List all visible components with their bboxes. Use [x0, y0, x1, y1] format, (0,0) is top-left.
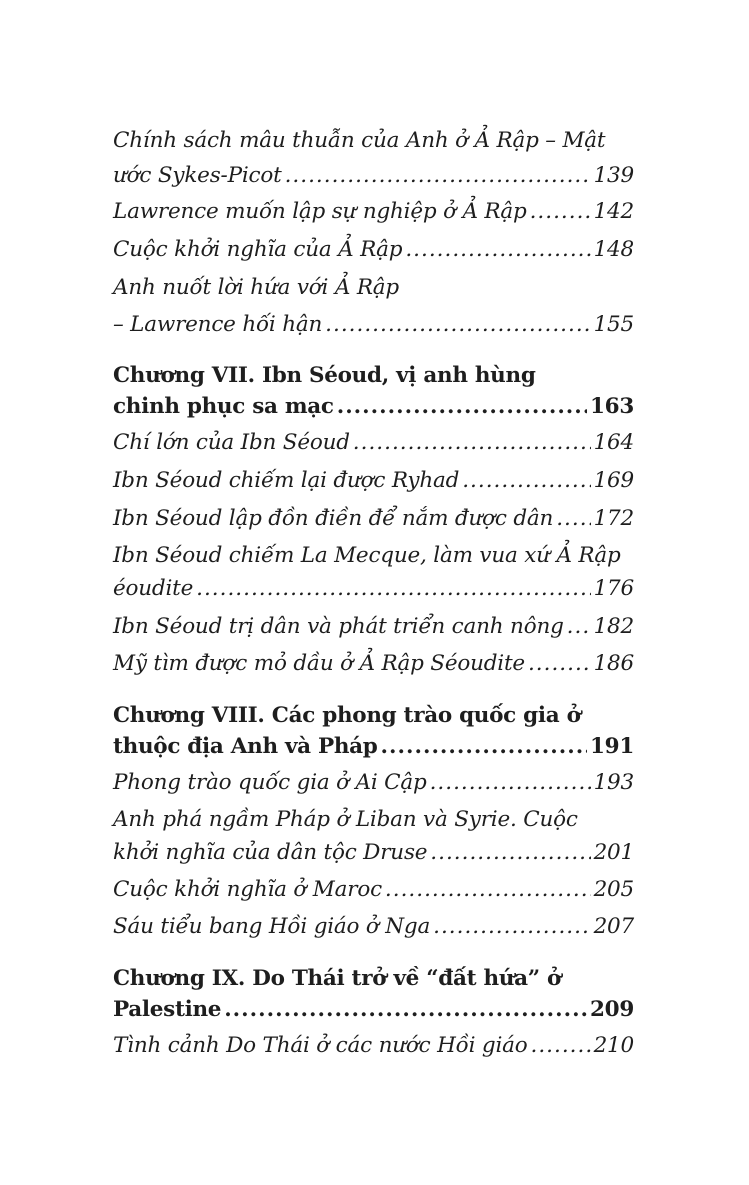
chapter-heading[interactable] [113, 997, 634, 1031]
toc-entry[interactable] [113, 651, 634, 685]
page-number: 191 [590, 734, 634, 759]
leader-dots [381, 734, 587, 759]
page-number: 139 [593, 163, 634, 188]
chapter-title: chinh phục sa mạc [113, 394, 334, 419]
page-number: 182 [593, 614, 634, 639]
toc-entry[interactable] [113, 877, 634, 911]
chapter-title: Chương VIII. Các phong trào quốc gia ở [113, 703, 581, 728]
leader-dots [224, 997, 587, 1022]
toc-entry-title: Mỹ tìm được mỏ dầu ở Ả Rập Séoudite [113, 651, 525, 676]
toc-entry[interactable] [113, 468, 634, 502]
leader-dots [337, 394, 587, 419]
toc-entry[interactable] [113, 163, 634, 197]
leader-dots [385, 877, 591, 902]
toc-entry-title: Ibn Séoud chiếm lại được Ryhad [113, 468, 460, 493]
toc-entry[interactable] [113, 770, 634, 804]
toc-entry-line [113, 275, 634, 309]
leader-dots [430, 840, 590, 865]
toc-entry-title: éoudite [113, 576, 194, 601]
page-number: 207 [593, 914, 634, 939]
chapter-heading[interactable] [113, 734, 634, 768]
toc-entry-title: Anh nuốt lời hứa với Ả Rập [113, 275, 399, 300]
toc-entry-title: Cuộc khởi nghĩa của Ả Rập [113, 237, 403, 262]
toc-entry-title: Anh phá ngầm Pháp ở Liban và Syrie. Cuộc [113, 807, 578, 832]
toc-entry-title: Chính sách mâu thuẫn của Anh ở Ả Rập – Mật [113, 128, 606, 153]
toc-entry[interactable] [113, 614, 634, 648]
toc-entry[interactable] [113, 312, 634, 346]
toc-entry-title: Sáu tiểu bang Hồi giáo ở Nga [113, 914, 431, 939]
toc-entry[interactable] [113, 430, 634, 464]
toc-entry-title: Lawrence muốn lập sự nghiệp ở Ả Rập [113, 199, 527, 224]
page-number: 209 [590, 997, 634, 1022]
page-number: 176 [593, 576, 634, 601]
chapter-title: thuộc địa Anh và Pháp [113, 734, 378, 759]
chapter-title: Chương IX. Do Thái trở về “đất hứa” ở [113, 966, 562, 991]
chapter-heading[interactable] [113, 394, 634, 428]
page-number: 148 [593, 237, 634, 262]
page-number: 205 [593, 877, 634, 902]
chapter-title: Palestine [113, 997, 222, 1022]
page-number: 155 [593, 312, 634, 337]
leader-dots [531, 1033, 591, 1058]
leader-dots [462, 468, 590, 493]
chapter-heading-line [113, 703, 634, 737]
page-number: 172 [593, 506, 634, 531]
leader-dots [430, 770, 591, 795]
leader-dots [433, 914, 590, 939]
toc-entry-title: Ibn Séoud lập đồn điền để nắm được dân [113, 506, 554, 531]
page-number: 201 [593, 840, 634, 865]
page-number: 193 [593, 770, 634, 795]
toc-entry[interactable] [113, 840, 634, 874]
toc-entry[interactable] [113, 199, 634, 233]
toc-entry-line [113, 543, 634, 577]
page-number: 210 [593, 1033, 634, 1058]
toc-entry[interactable] [113, 914, 634, 948]
toc-entry[interactable] [113, 506, 634, 540]
leader-dots [556, 506, 590, 531]
page-number: 169 [593, 468, 634, 493]
chapter-heading-line [113, 363, 634, 397]
leader-dots [530, 199, 591, 224]
toc-entry-title: ước Sykes-Picot [113, 163, 282, 188]
leader-dots [567, 614, 591, 639]
chapter-title: Chương VII. Ibn Séoud, vị anh hùng [113, 363, 536, 388]
leader-dots [353, 430, 591, 455]
leader-dots [528, 651, 591, 676]
toc-entry-title: – Lawrence hối hận [113, 312, 323, 337]
toc-entry-line [113, 128, 634, 162]
toc-entry[interactable] [113, 576, 634, 610]
toc-entry-title: Cuộc khởi nghĩa ở Maroc [113, 877, 382, 902]
page-number: 164 [593, 430, 634, 455]
leader-dots [285, 163, 591, 188]
toc-entry-title: Tình cảnh Do Thái ở các nước Hồi giáo [113, 1033, 528, 1058]
toc-entry-title: Phong trào quốc gia ở Ai Cập [113, 770, 427, 795]
toc-entry-title: Chí lớn của Ibn Séoud [113, 430, 350, 455]
page-number: 163 [590, 394, 634, 419]
toc-entry-title: Ibn Séoud trị dân và phát triển canh nông [113, 614, 564, 639]
leader-dots [325, 312, 590, 337]
page-number: 142 [593, 199, 634, 224]
toc-entry[interactable] [113, 237, 634, 271]
toc-entry-line [113, 807, 634, 841]
leader-dots [196, 576, 590, 601]
toc-entry-title: Ibn Séoud chiếm La Mecque, làm vua xứ Ả Rập [113, 543, 621, 568]
page-number: 186 [593, 651, 634, 676]
chapter-heading-line [113, 966, 634, 1000]
leader-dots [405, 237, 590, 262]
toc-entry-title: khởi nghĩa của dân tộc Druse [113, 840, 428, 865]
toc-entry[interactable] [113, 1033, 634, 1067]
